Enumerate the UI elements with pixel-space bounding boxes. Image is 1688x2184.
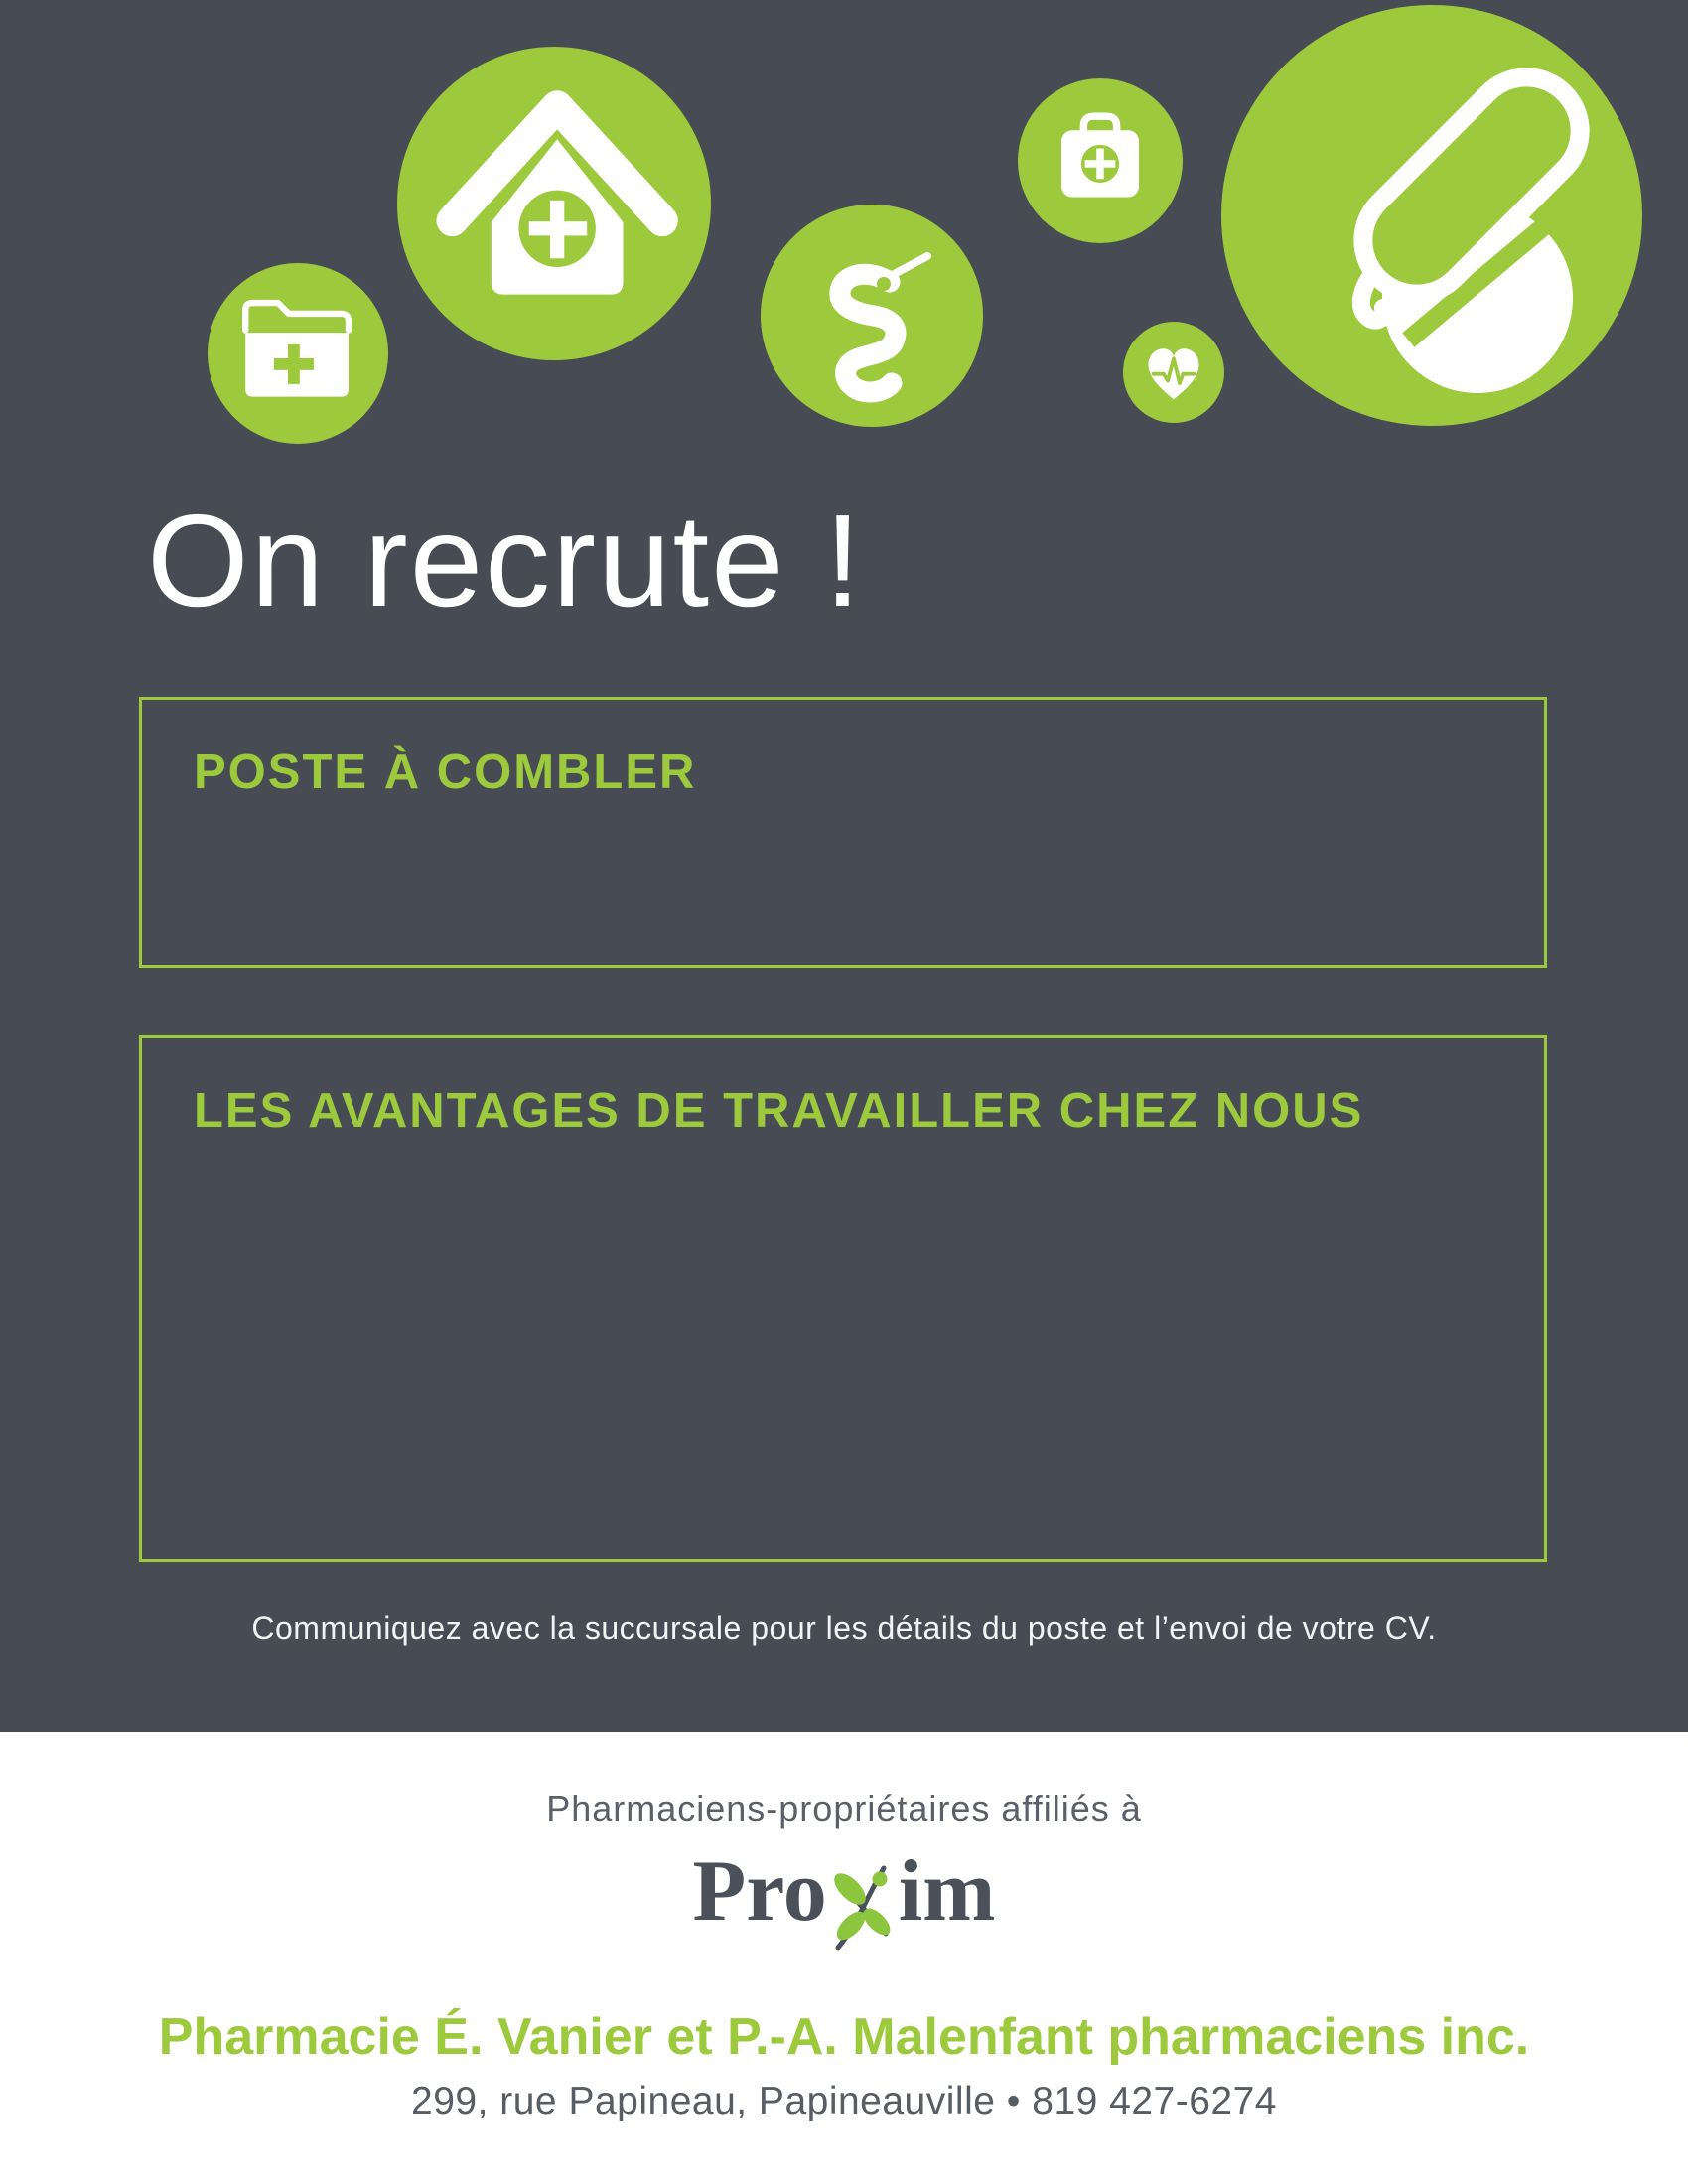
affiliation-line: Pharmaciens-propriétaires affiliés à xyxy=(546,1788,1142,1829)
benefits-box xyxy=(139,1035,1547,1562)
pill-capsule-icon xyxy=(1221,5,1642,426)
footer-section xyxy=(0,1732,1688,2184)
position-box xyxy=(139,697,1547,968)
icon-circle-snake xyxy=(761,205,983,427)
benefits-fill-area[interactable] xyxy=(142,1139,1544,1559)
position-fill-area[interactable] xyxy=(142,800,1544,965)
page-title: On recrute ! xyxy=(147,487,863,633)
pharmacy-name: Pharmacie É. Vanier et P.-A. Malenfant pharmaciens inc. xyxy=(158,2008,1530,2066)
position-box-heading: POSTE À COMBLER xyxy=(194,746,697,799)
asclepius-snake-icon xyxy=(761,205,983,427)
medical-house-icon xyxy=(397,47,711,360)
proxim-logo-text-post: im xyxy=(898,1843,996,1940)
icon-circle-house xyxy=(397,47,711,360)
contact-note: Communiquez avec la succursale pour les détails du poste et l’envoi de votre CV. xyxy=(251,1610,1437,1646)
icon-circle-heart xyxy=(1123,322,1224,423)
icon-circle-first-aid xyxy=(1018,78,1183,243)
heart-pulse-icon xyxy=(1123,322,1224,423)
address-phone-line: 299, rue Papineau, Papineauville • 819 427-6274 xyxy=(411,2080,1277,2122)
proxim-logo xyxy=(0,1843,1688,1940)
folder-plus-icon xyxy=(208,263,388,444)
proxim-logo-text-pre: Pro xyxy=(692,1843,827,1940)
icon-circle-folder xyxy=(208,263,388,444)
benefits-box-heading: LES AVANTAGES DE TRAVAILLER CHEZ NOUS xyxy=(194,1084,1364,1138)
proxim-leaf-x-icon xyxy=(828,1862,898,1954)
first-aid-kit-icon xyxy=(1018,78,1183,243)
icon-circle-pill xyxy=(1221,5,1642,426)
